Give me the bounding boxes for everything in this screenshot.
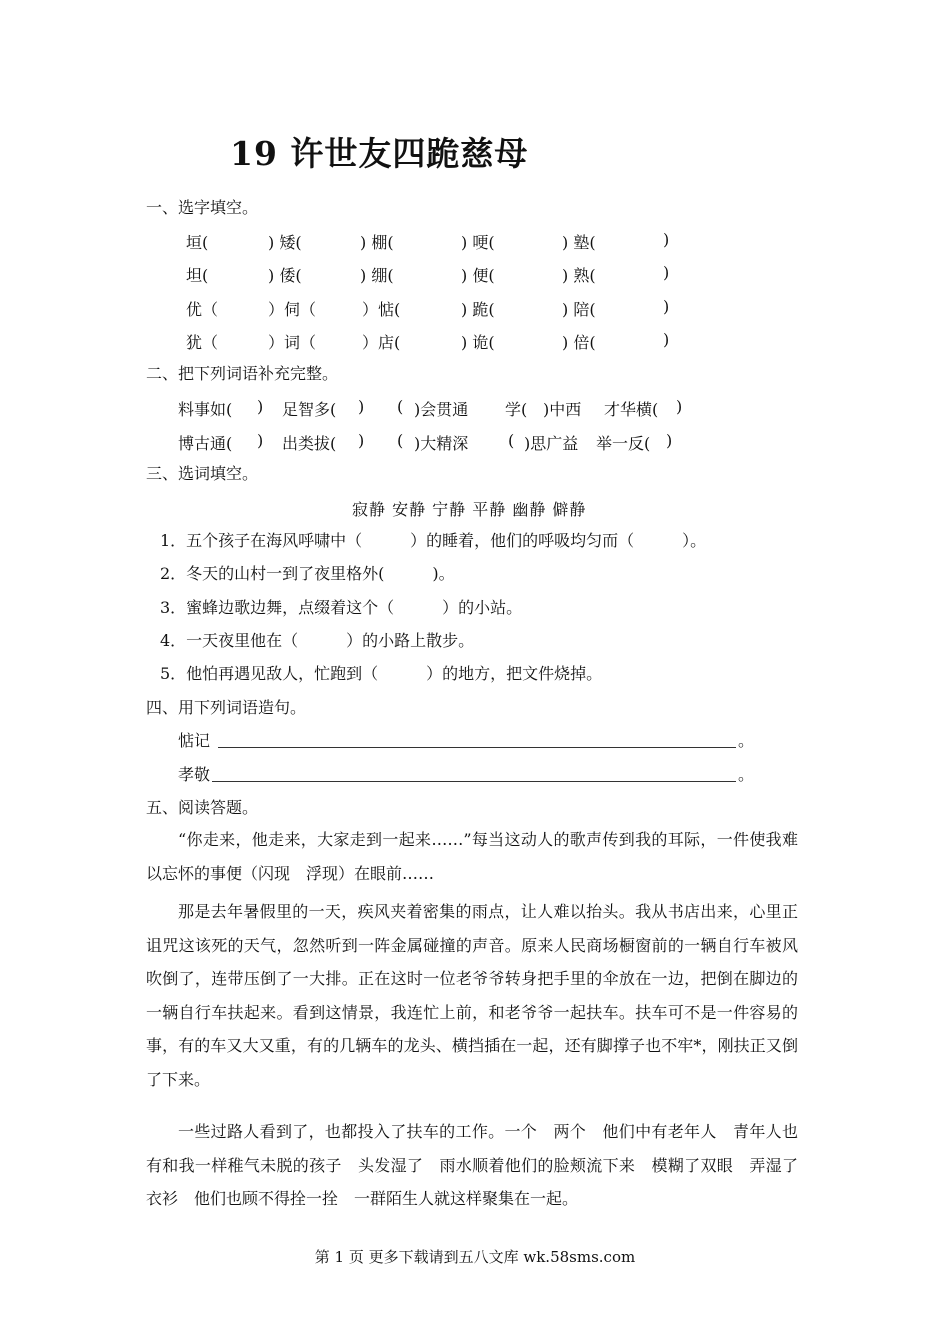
idiom-part: )思广益: [524, 434, 579, 453]
char-cell: 犹（: [186, 333, 219, 352]
idiom-part: 举一反(: [596, 434, 651, 453]
idiom-part: 足智多(: [282, 400, 337, 419]
page-footer: 第 1 页 更多下载请到五八文库 wk.58sms.com: [314, 1248, 636, 1266]
char-cell: ): [663, 330, 670, 349]
fill-item-3: 3．蜜蜂边歌边舞，点缀着这个（ ）的小站。: [160, 598, 523, 617]
char-cell: 垣(: [186, 233, 209, 252]
answer-end-1: 。: [738, 731, 755, 750]
char-cell: ）词（: [268, 333, 317, 352]
char-row-2: [0, 263, 950, 283]
idiom-part: 学(: [505, 400, 528, 419]
idiom-part: ): [358, 397, 365, 416]
idiom-part: 博古通(: [178, 434, 233, 453]
char-cell: ): [663, 297, 670, 316]
char-cell: ) 诡(: [461, 333, 495, 352]
char-cell: ): [663, 230, 670, 249]
char-cell: ）店(: [362, 333, 401, 352]
char-row-3: [0, 297, 950, 317]
reading-paragraph-3: 一些过路人看到了，也都投入了扶车的工作。一个 两个 他们中有老年人 青年人也有和我一样稚气未脱的孩子 头发湿了 雨水顺着他们的脸颊流下来 模糊了双眼 弄湿了衣衫 他们也顾不得拴一拴 一群陌生人就这样聚集在一起。: [146, 1122, 798, 1209]
idiom-part: 才华横(: [604, 400, 659, 419]
idiom-part: ): [257, 397, 264, 416]
idiom-part: 出类拔(: [282, 434, 337, 453]
answer-end-2: 。: [738, 765, 755, 784]
reading-paragraph-1: “你走来，他走来，大家走到一起来……”每当这动人的歌声传到我的耳际，一件使我难以忘怀的事便（闪现 浮现）在眼前……: [146, 830, 798, 883]
section-1-heading: 一、选字填空。: [146, 198, 259, 217]
char-cell: ) 陪(: [562, 300, 596, 319]
idiom-part: (: [397, 397, 404, 416]
section-5-heading: 五、阅读答题。: [146, 798, 259, 817]
answer-line-2: [212, 767, 736, 782]
section-4-heading: 四、用下列词语造句。: [146, 698, 307, 717]
idiom-part: 料事如(: [178, 400, 233, 419]
idiom-part: ): [358, 431, 365, 450]
char-cell: ): [663, 263, 670, 282]
char-row-1: [0, 230, 950, 250]
idiom-part: (: [397, 431, 404, 450]
fill-item-4: 4．一天夜里他在（ ）的小路上散步。: [160, 631, 475, 650]
idiom-part: (: [508, 431, 515, 450]
char-cell: ) 哽(: [461, 233, 495, 252]
idiom-part: ): [676, 397, 683, 416]
idiom-part: ): [666, 431, 673, 450]
sentence-word-2: 孝敬: [178, 765, 211, 784]
answer-line-1: [218, 733, 736, 748]
idiom-row-1: [0, 397, 950, 417]
fill-item-1: 1．五个孩子在海风呼啸中（ ）的睡着，他们的呼吸均匀而（ ）。: [160, 531, 707, 550]
idiom-part: ): [257, 431, 264, 450]
char-cell: ) 跪(: [461, 300, 495, 319]
char-cell: ) 便(: [461, 266, 495, 285]
char-cell: ) 倍(: [562, 333, 596, 352]
char-cell: ) 棚(: [360, 233, 394, 252]
idiom-row-2: [0, 431, 950, 451]
word-bank: 寂静 安静 宁静 平静 幽静 僻静: [352, 500, 587, 519]
char-cell: ) 熟(: [562, 266, 596, 285]
reading-paragraph-2: 那是去年暑假里的一天，疾风夹着密集的雨点，让人难以抬头。我从书店出来，心里正诅咒这该死的天气，忽然听到一阵金属碰撞的声音。原来人民商场橱窗前的一辆自行车被风吹倒了，连带压倒了一大排。正在这时一位老爷爷转身把手里的伞放在一边，把倒在脚边的一辆自行车扶起来。看到这情景，我连忙上前，和老爷爷一起扶车。扶车可不是一件容易的事，有的车又大又重，有的几辆车的龙头、横挡插在一起，还有脚撑子也不牢*，刚扶正又倒了下来。: [146, 902, 798, 1089]
idiom-part: )中西: [543, 400, 582, 419]
char-cell: 坦(: [186, 266, 209, 285]
section-2-heading: 二、把下列词语补充完整。: [146, 364, 339, 383]
fill-item-2: 2．冬天的山村一到了夜里格外( )。: [160, 564, 455, 583]
fill-item-5: 5．他怕再遇见敌人，忙跑到（ ）的地方，把文件烧掉。: [160, 664, 603, 683]
char-cell: ）惦(: [362, 300, 401, 319]
section-3-heading: 三、选词填空。: [146, 464, 259, 483]
char-cell: ) 绷(: [360, 266, 394, 285]
idiom-part: )大精深: [414, 434, 469, 453]
char-row-4: [0, 330, 950, 350]
sentence-word-1: 惦记: [178, 731, 211, 750]
page-title: 19 许世友四跪慈母: [230, 134, 529, 173]
char-cell: ）伺（: [268, 300, 317, 319]
idiom-part: )会贯通: [414, 400, 469, 419]
char-cell: ) 矮(: [268, 233, 302, 252]
char-cell: 优（: [186, 300, 219, 319]
char-cell: ) 倭(: [268, 266, 302, 285]
char-cell: ) 塾(: [562, 233, 596, 252]
